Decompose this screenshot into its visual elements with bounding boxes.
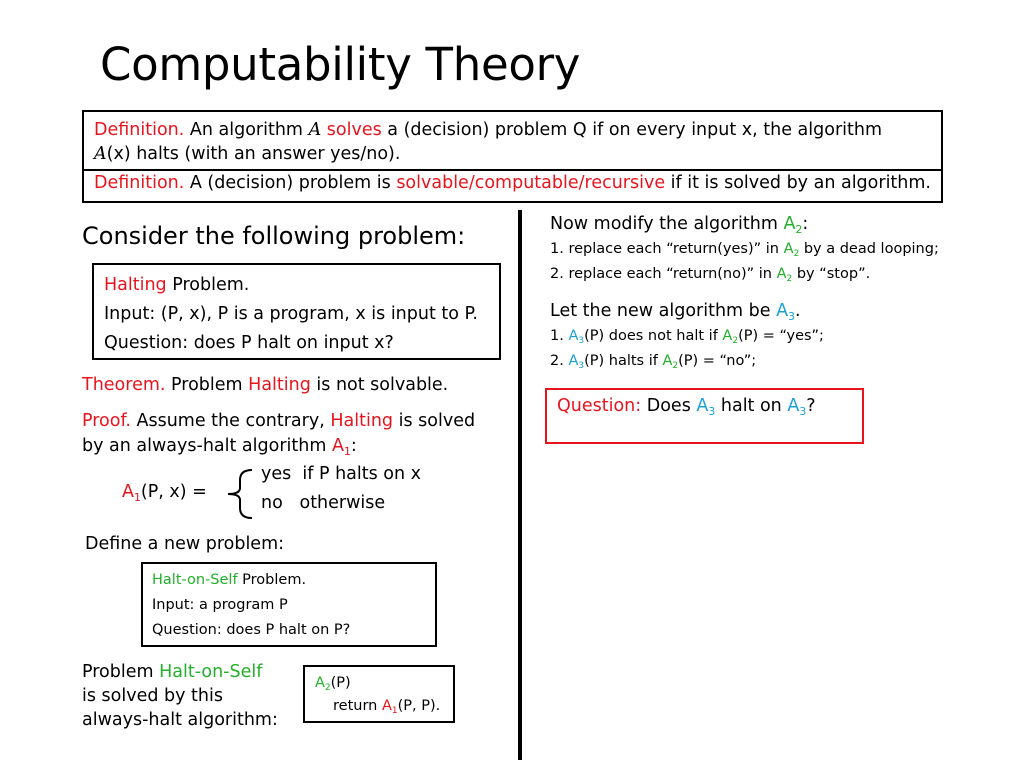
case-no: no otherwise [261,493,386,513]
algorithm-a3 [568,328,585,347]
algorithm-symbol: A [308,120,322,140]
modify-section [550,211,939,287]
step-text: 2. replace each “return(no)” in [550,266,772,282]
solves-term: solves [326,120,382,140]
algorithm-a3 [568,353,585,372]
definition-solves [94,118,882,166]
algorithm-subscript: 3 [708,404,716,418]
algorithm-a2 [784,214,803,234]
modify-heading [550,211,939,237]
algorithm-a2 [776,266,793,285]
algorithm-a2 [662,353,679,372]
definition-label: Definition. [94,173,185,193]
case-text: (P) halts if [584,353,658,369]
question-text: halt on [720,396,782,416]
theorem [82,375,448,395]
algorithm-letter: A [568,328,579,344]
algorithm-subscript: 3 [578,361,585,372]
algorithm-subscript: 1 [133,490,141,504]
definition-text: if it is solved by an algorithm. [670,173,931,193]
problem-name: Halt-on-Self [152,572,238,588]
algorithm-letter: A [568,353,579,369]
algorithm-subscript: 3 [788,309,796,323]
a1-definition [122,482,207,502]
solved-by-line [82,660,278,684]
theorem-text: Problem [171,375,243,395]
case-text: (P) = “yes”; [738,328,824,344]
case-text: (P) does not halt if [584,328,718,344]
new-algorithm-case-1 [550,324,824,349]
algorithm-letter: A [722,328,733,344]
algorithm-subscript: 3 [578,336,585,347]
new-algorithm-heading [550,298,824,324]
solved-by-part: Problem [82,662,154,682]
step-text: by “stop”. [796,266,871,282]
proof-text: is solved [398,411,476,431]
problem-name: Halting [248,375,311,395]
case-text: (P) = “no”; [678,353,757,369]
definition-solvable [94,171,931,195]
return-keyword: return [333,698,378,714]
algorithm-letter: A [787,396,800,416]
theorem-text: is not solvable. [316,375,449,395]
definition-text: An algorithm [189,120,303,140]
algorithm-letter: A [315,675,325,691]
problem-name: Halt-on-Self [159,662,263,682]
solved-by-line: always-halt algorithm: [82,710,278,730]
problem-name: Halting [330,411,394,431]
proof [82,409,475,459]
halting-problem-box [92,263,501,360]
problem-name-line [152,568,426,593]
solved-by-text [82,660,278,732]
problem-input: Input: a program P [152,597,288,613]
question-label: Question: [557,396,642,416]
problem-input: Input: (P, x), P is a program, x is input to P. [104,304,478,324]
case-yes: yes if P halts on x [261,464,422,484]
proof-text: : [350,436,357,456]
define-new-problem: Define a new problem: [85,534,285,554]
problem-label: Problem. [242,572,307,588]
a1-arguments: (P, x) = [140,482,207,502]
call-arguments: (P, P). [397,698,441,714]
new-algorithm-text: Let the new algorithm be [550,301,771,321]
algorithm-subscript: 2 [732,336,739,347]
algorithm-letter: A [331,436,344,456]
question-box [545,388,864,444]
algorithm-a1 [381,698,398,717]
theorem-label: Theorem. [82,375,166,395]
a2-algorithm-box [303,665,455,723]
halt-on-self-box [141,562,437,647]
algorithm-a1 [332,436,351,456]
new-algorithm-case-2 [550,349,824,374]
problem-name-line [104,271,489,300]
algorithm-a2 [783,241,800,260]
definition-text: (x) halts (with an answer yes/no). [106,144,401,164]
definitions-box [82,110,943,203]
algorithm-letter: A [696,396,709,416]
definition-text: a (decision) problem Q if on every input x, the algorithm [387,120,882,140]
algorithm-subscript: 2 [672,361,679,372]
algorithm-a2 [315,675,331,694]
algorithm-letter: A [776,266,787,282]
proof-line [82,409,475,434]
question-text: ? [806,396,816,416]
step-text: 1. replace each “return(yes)” in [550,241,779,257]
problem-question: Question: does P halt on input x? [104,333,394,353]
proof-text: by an always-halt algorithm [82,436,327,456]
proof-text: Assume the contrary, [136,411,325,431]
algorithm-a2 [722,328,739,347]
problem-label: Problem. [172,275,250,295]
question-text: Does [646,396,691,416]
a2-arguments: (P) [330,675,351,691]
proof-label: Proof. [82,411,131,431]
left-brace-icon [222,468,256,520]
algorithm-subscript: 2 [786,274,793,285]
consider-heading: Consider the following problem: [82,222,466,250]
problem-name: Halting [104,275,167,295]
algorithm-subscript: 2 [324,683,331,694]
a2-return [315,695,443,718]
slide-title: Computability Theory [100,38,581,91]
case-number: 2. [550,353,564,369]
algorithm-letter: A [783,241,794,257]
modify-step-1 [550,237,939,262]
algorithm-subscript: 3 [799,404,807,418]
proof-line [82,434,475,459]
algorithm-letter: A [783,214,796,234]
problem-question: Question: does P halt on P? [152,622,351,638]
case-number: 1. [550,328,564,344]
algorithm-letter: A [662,353,673,369]
algorithm-letter: A [776,301,789,321]
definition-label: Definition. [94,120,185,140]
algorithm-subscript: 1 [343,444,351,458]
step-text: by a dead looping; [803,241,939,257]
modify-step-2 [550,262,939,287]
new-algorithm-section [550,298,824,374]
algorithm-subscript: 2 [795,222,803,236]
algorithm-a3 [776,301,795,321]
algorithm-a3 [787,396,806,416]
algorithm-a3 [696,396,715,416]
algorithm-a1 [122,482,141,502]
algorithm-subscript: 2 [793,249,800,260]
definition-text: A (decision) problem is [189,173,391,193]
a2-signature [315,672,443,695]
solvable-term: solvable/computable/recursive [396,173,666,193]
algorithm-letter: A [122,482,134,502]
modify-text: : [802,214,809,234]
solved-by-line: is solved by this [82,686,223,706]
algorithm-subscript: 1 [391,706,398,717]
algorithm-symbol: A [94,144,107,164]
modify-text: Now modify the algorithm [550,214,778,234]
column-divider [518,210,522,760]
new-algorithm-text: . [795,301,801,321]
algorithm-letter: A [381,698,392,714]
